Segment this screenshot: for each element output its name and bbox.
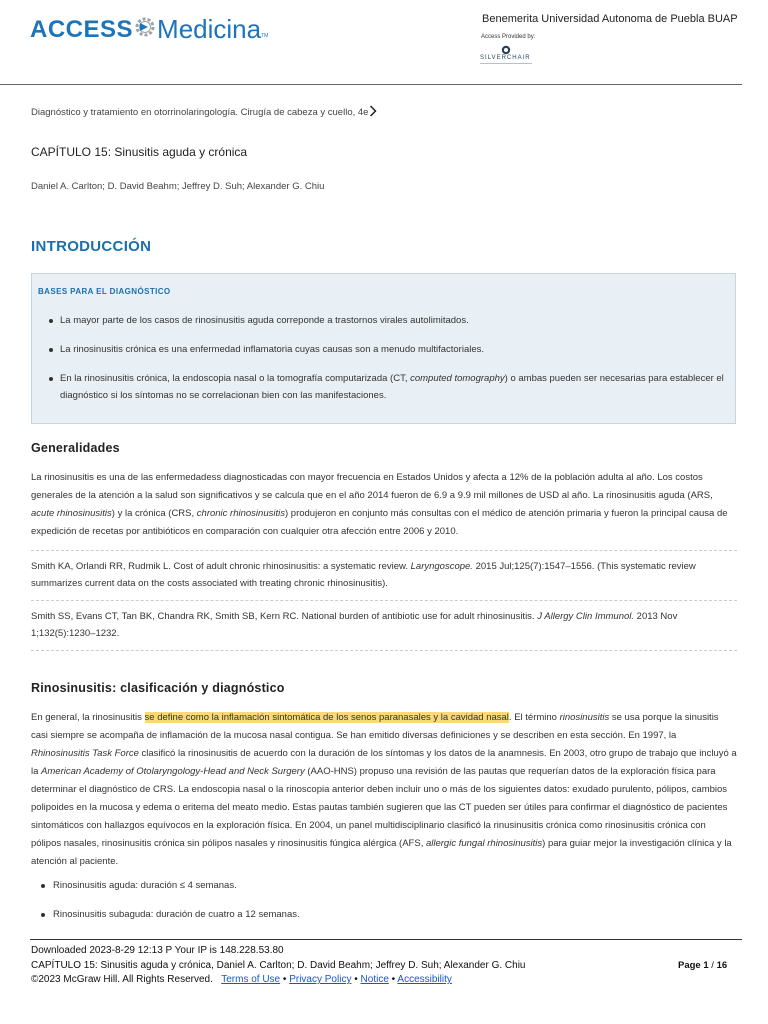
page-indicator: Page 1 / 16 [678,960,728,971]
footer-citation: CAPÍTULO 15: Sinusitis aguda y crónica, Daniel A. Carlton; D. David Beahm; Jeffrey D. Suh; Alexander G. Chiu [31,960,526,971]
bases-diagnostico-box [31,273,736,424]
header-divider [0,84,742,85]
highlighted-text: se define como la inflamación sintomática de los senos paranasales y la cavidad nasal [144,712,509,723]
terms-of-use-link[interactable]: Terms of Use [221,974,281,985]
footer-copyright: ©2023 McGraw Hill. All Rights Reserved. [31,974,213,985]
access-medicina-logo[interactable] [30,14,268,45]
reference-divider [31,550,737,551]
chapter-title: CAPÍTULO 15: Sinusitis aguda y crónica [31,145,248,159]
footer-divider [30,939,742,940]
chevron-right-icon[interactable] [369,105,377,120]
bases-list [32,312,732,416]
bases-diagnostico-title: BASES PARA EL DIAGNÓSTICO [38,287,171,296]
privacy-policy-link[interactable]: Privacy Policy [289,974,352,985]
reference-divider [31,600,737,601]
chapter-authors: Daniel A. Carlton; D. David Beahm; Jeffrey D. Suh; Alexander G. Chiu [31,181,325,192]
list-item: Rinosinusitis subaguda: duración de cuatro a 12 semanas. [31,906,737,923]
logo-medicina-text: Medicina [157,14,262,44]
reference-item: Smith SS, Evans CT, Tan BK, Chandra RK, Smith SB, Kern RC. National burden of antibiotic use for adult rhinosinusitis. J Allergy Clin Immunol. 2013 Nov 1;132(5):1230–1232. [31,611,678,639]
access-provided-by-label: Access Provided by: [481,34,536,40]
section-heading-generalidades: Generalidades [31,441,120,455]
reference-divider [31,650,737,651]
list-item: Rinosinusitis aguda: duración ≤ 4 semanas. [31,877,737,894]
section-heading-introduccion: INTRODUCCIÓN [31,238,152,255]
gear-arrow-icon [134,15,156,44]
provider-underline [480,63,532,64]
institution-name: Benemerita Universidad Autonoma de Puebla BUAP [482,13,738,25]
list-item: La mayor parte de los casos de rinosinusitis aguda correponde a trastornos virales autolimitados. [32,312,732,329]
footer-downloaded: Downloaded 2023-8-29 12:13 P Your IP is 148.228.53.80 [31,945,284,956]
reference-item: Smith KA, Orlandi RR, Rudmik L. Cost of adult chronic rhinosinusitis: a systematic review. Laryngoscope. 2015 Jul;125(7):1547–1556. (This systematic review summarizes current data on the costs associated with treating chronic rhinosinusitis). [31,561,696,589]
section-heading-clasificacion: Rinosinusitis: clasificación y diagnóstico [31,681,285,695]
provider-name: SILVERCHAIR [480,55,531,61]
list-item: En la rinosinusitis crónica, la endoscopia nasal o la tomografía computarizada (CT, computed tomography) o ambas pueden ser necesarias para establecer el diagnóstico si los síntomas no se correlacionan bien con las manifestaciones. [32,370,732,404]
logo-access-text: ACCESS [30,15,134,43]
generalidades-paragraph: La rinosinusitis es una de las enfermedadess diagnosticadas con mayor frecuencia en Estados Unidos y afecta a 12% de la población adulta al año. Los costos generales de la atención a la salud son significativos y se calcula que en el año 2014 fueron de 6.9 a 9.9 mil millones de USD al año. La rinosinusitis aguda (ARS, acute rhinosinusitis) y la crónica (CRS, chronic rhinosinusitis) produjeron en conjunto más consultas con el médico de atención primaria y fueron la principal causa de expedición de recetas por antibióticos en comparación con cualquier otra afección entre 2006 y 2010. [31,472,728,537]
logo-tm-text: TM [261,33,269,39]
notice-link[interactable]: Notice [360,974,389,985]
breadcrumb-book-title[interactable]: Diagnóstico y tratamiento en otorrinolaringología. Cirugía de cabeza y cuello, 4e [31,107,369,118]
breadcrumb[interactable] [31,105,377,120]
clasificacion-paragraph: En general, la rinosinusitis se define como la inflamación sintomática de los senos paranasales y la cavidad nasal. El término rinosinusitis se usa porque la sinusitis casi siempre se acompaña de inflamación de la mucosa nasal contigua. Se han emitido diversas definiciones y se describen en esta sección. En 1997, la Rhinosinusitis Task Force clasificó la rinosinusitis de acuerdo con la duración de los síntomas y los datos de la anamnesis. En 2003, otro grupo de trabajo que incluyó a la American Academy of Otolaryngology-Head and Neck Surgery (AAO-HNS) propuso una revisión de las pautas que requerían datos de la exploración física para determinar el diagnóstico de CRS. La endoscopia nasal o la rinoscopia anterior deben incluir uno o más de los siguientes datos: exudado purulento, pólipos, cambios polipoides en la mucosa y edema o eritema del meato medio. Estas pautas también sugieren que las CT pueden ser útiles para confirmar el diagnóstico de pacientes sintomáticos con hallazgos equívocos en la exploración física. En 2004, un panel multidisciplinario clasificó la rinusinusitis crónica como rinosinusitis crónica con pólipos nasales, rinosinusitis crónica sin pólipos nasales y rinosinusitis fúngica alérgica (AFS, allergic fungal rhinosinusitis) para guiar mejor la investigación clínica y la atención al paciente. [31,712,737,867]
footer-legal: ©2023 McGraw Hill. All Rights Reserved. Terms of Use • Privacy Policy • Notice • Accessibility [31,974,452,985]
accessibility-link[interactable]: Accessibility [397,974,452,985]
classification-list [31,877,737,935]
list-item: La rinosinusitis crónica es una enfermedad inflamatoria cuyas causas son a menudo multifactoriales. [32,341,732,358]
